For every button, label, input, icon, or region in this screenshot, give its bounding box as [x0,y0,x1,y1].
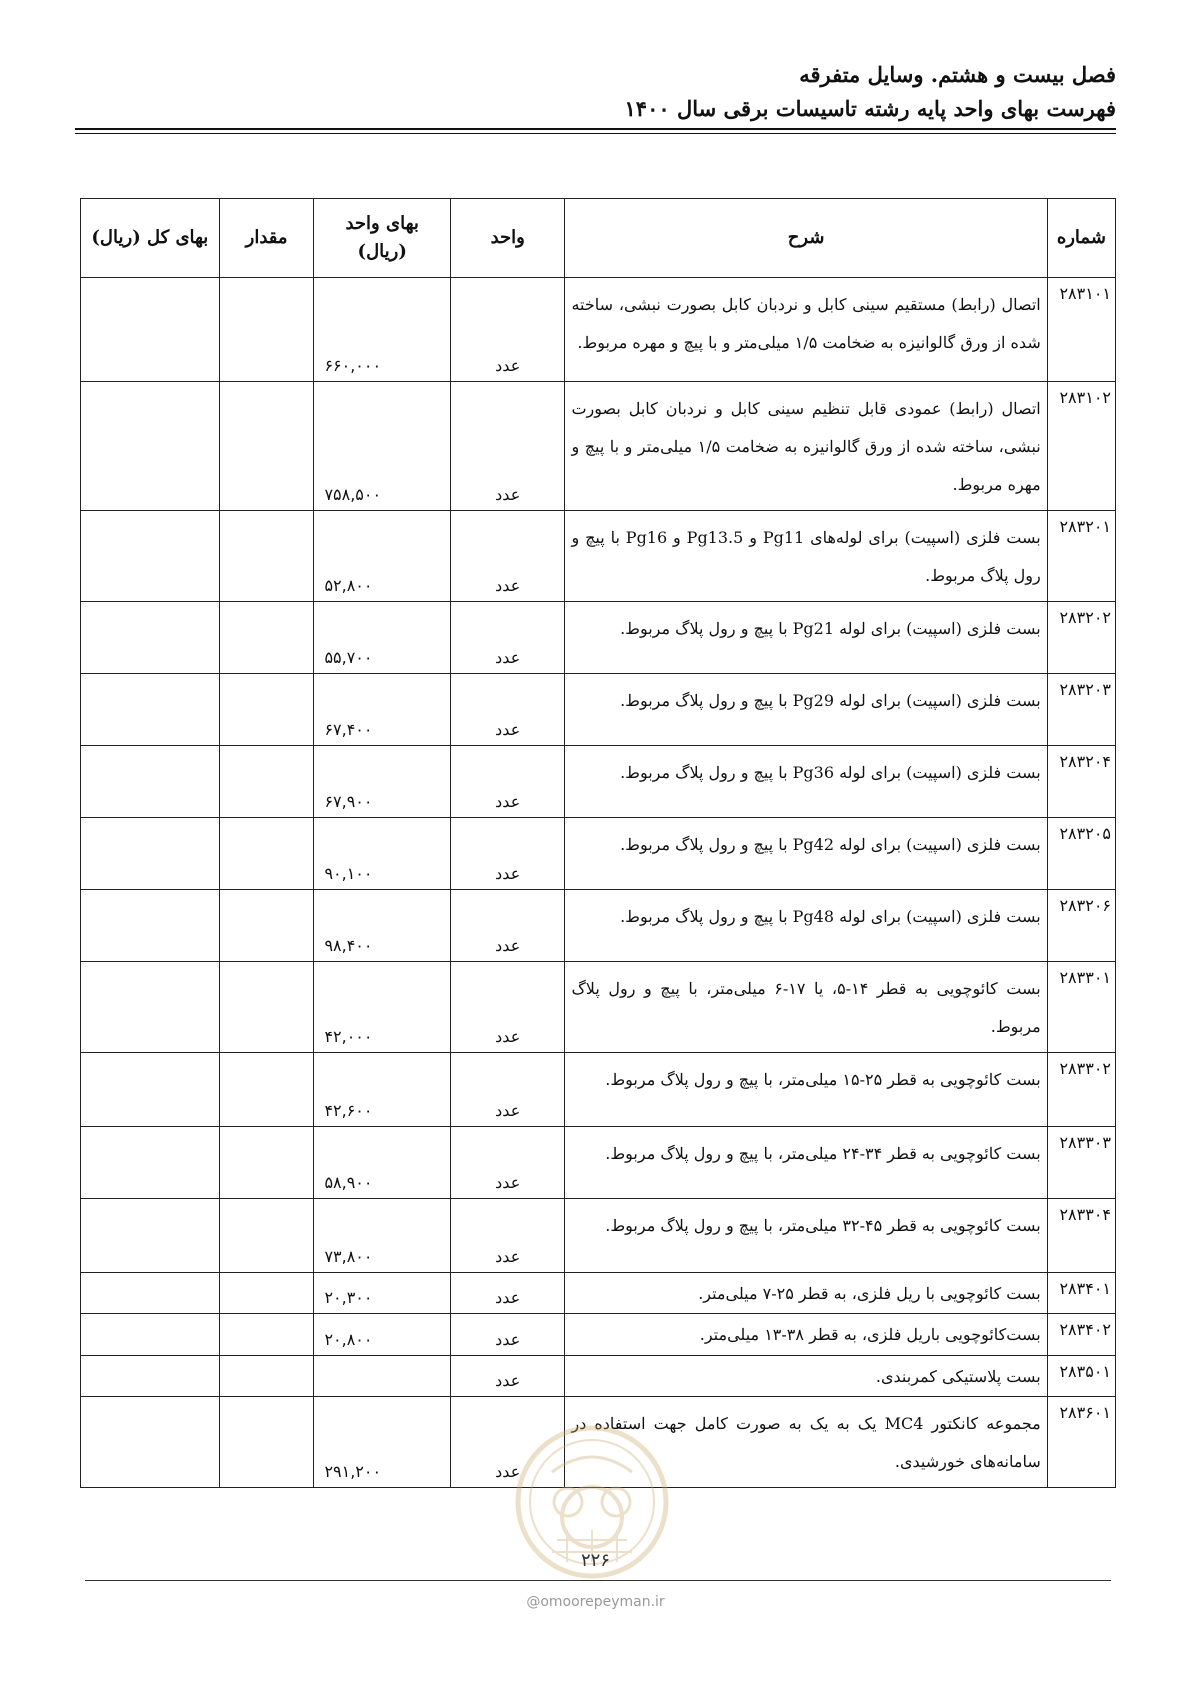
cell-description: بست فلزی (اسپیت) برای لوله Pg42 با پیچ و رول پلاگ مربوط. [565,818,1047,890]
cell-total-price [81,1397,220,1488]
page-number: ۲۲۶ [580,1550,610,1571]
cell-unit: عدد [450,1397,565,1488]
col-header-total: بهای کل (ریال) [81,199,220,278]
cell-quantity [219,1127,314,1199]
cell-description: بست کائوچویی به قطر ۴۵-۳۲ میلی‌متر، با پیچ و رول پلاگ مربوط. [565,1199,1047,1273]
cell-total-price [81,818,220,890]
table-row [81,962,1116,1053]
cell-quantity [219,1314,314,1356]
cell-unit: عدد [450,1314,565,1356]
cell-unit: عدد [450,1356,565,1397]
cell-quantity [219,602,314,674]
cell-code: ۲۸۳۲۰۵ [1047,818,1115,890]
cell-unit: عدد [450,1273,565,1314]
cell-description: اتصال (رابط) عمودی قابل تنظیم سینی کابل و نردبان کابل بصورت نبشی، ساخته شده از ورق گالوانیزه به ضخامت ۱/۵ میلی‌متر و با پیچ و مهره مربوط. [565,382,1047,511]
cell-unit: عدد [450,278,565,382]
cell-description: بست فلزی (اسپیت) برای لوله Pg21 با پیچ و رول پلاگ مربوط. [565,602,1047,674]
cell-quantity [219,674,314,746]
cell-quantity [219,1397,314,1488]
col-header-code: شماره [1047,199,1115,278]
page-header [625,58,1116,126]
cell-unit: عدد [450,890,565,962]
cell-unit: عدد [450,746,565,818]
cell-description: بست‌کائوچویی باریل فلزی، به قطر ۳۸-۱۳ میلی‌متر. [565,1314,1047,1356]
col-header-price-line1: بهای واحد [345,213,419,234]
table-row [81,1356,1116,1397]
cell-quantity [219,818,314,890]
cell-unit-price: ۵۲,۸۰۰ [314,511,451,602]
table-row [81,890,1116,962]
cell-unit-price [314,1356,451,1397]
table-row [81,382,1116,511]
table-row [81,511,1116,602]
cell-unit: عدد [450,602,565,674]
cell-total-price [81,962,220,1053]
cell-description: مجموعه کانکتور MC4 یک به یک به صورت کامل جهت استفاده در سامانه‌های خورشیدی. [565,1397,1047,1488]
table-row [81,674,1116,746]
cell-code: ۲۸۳۶۰۱ [1047,1397,1115,1488]
cell-unit-price: ۲۰,۳۰۰ [314,1273,451,1314]
cell-total-price [81,1356,220,1397]
cell-total-price [81,1053,220,1127]
cell-quantity [219,890,314,962]
cell-quantity [219,278,314,382]
cell-code: ۲۸۳۳۰۴ [1047,1199,1115,1273]
cell-total-price [81,674,220,746]
cell-unit-price: ۶۷,۴۰۰ [314,674,451,746]
col-header-desc: شرح [565,199,1047,278]
header-rule-thick [75,128,1116,130]
cell-quantity [219,962,314,1053]
cell-unit-price: ۶۷,۹۰۰ [314,746,451,818]
header-rule-thin [75,133,1116,134]
cell-total-price [81,278,220,382]
cell-description: بست پلاستیکی کمربندی. [565,1356,1047,1397]
col-header-qty: مقدار [219,199,314,278]
cell-description: بست فلزی (اسپیت) برای لوله Pg29 با پیچ و رول پلاگ مربوط. [565,674,1047,746]
book-title: فهرست بهای واحد پایه رشته تاسیسات برقی سال ۱۴۰۰ [624,96,1116,121]
footer-rule [85,1580,1111,1581]
table-row [81,1314,1116,1356]
cell-unit-price: ۹۰,۱۰۰ [314,818,451,890]
cell-code: ۲۸۳۲۰۳ [1047,674,1115,746]
cell-code: ۲۸۳۱۰۱ [1047,278,1115,382]
table-row [81,1053,1116,1127]
cell-quantity [219,382,314,511]
cell-description: بست کائوچویی با ریل فلزی، به قطر ۲۵-۷ میلی‌متر. [565,1273,1047,1314]
table-row [81,602,1116,674]
cell-total-price [81,602,220,674]
cell-description: بست فلزی (اسپیت) برای لوله Pg48 با پیچ و رول پلاگ مربوط. [565,890,1047,962]
cell-unit-price: ۶۶۰,۰۰۰ [314,278,451,382]
cell-code: ۲۸۳۳۰۲ [1047,1053,1115,1127]
cell-code: ۲۸۳۳۰۳ [1047,1127,1115,1199]
cell-code: ۲۸۳۲۰۴ [1047,746,1115,818]
cell-description: بست کائوچویی به قطر ۱۴-۵، یا ۱۷-۶ میلی‌متر، با پیچ و رول پلاگ مربوط. [565,962,1047,1053]
cell-code: ۲۸۳۴۰۱ [1047,1273,1115,1314]
cell-unit-price: ۵۵,۷۰۰ [314,602,451,674]
cell-total-price [81,1314,220,1356]
cell-unit: عدد [450,818,565,890]
cell-quantity [219,1273,314,1314]
cell-total-price [81,1127,220,1199]
price-table [80,198,1116,1488]
cell-unit: عدد [450,962,565,1053]
cell-unit-price: ۴۲,۰۰۰ [314,962,451,1053]
cell-unit-price: ۲۰,۸۰۰ [314,1314,451,1356]
cell-quantity [219,746,314,818]
cell-total-price [81,1199,220,1273]
col-header-price-line2: (ریال) [357,241,407,262]
cell-description: بست فلزی (اسپیت) برای لوله‌های Pg11 و Pg13.5 و Pg16 با پیچ و رول پلاگ مربوط. [565,511,1047,602]
cell-description: اتصال (رابط) مستقیم سینی کابل و نردبان کابل بصورت نبشی، ساخته شده از ورق گالوانیزه به ضخامت ۱/۵ میلی‌متر و با پیچ و مهره مربوط. [565,278,1047,382]
cell-code: ۲۸۳۱۰۲ [1047,382,1115,511]
website-watermark: @omoorepeyman.ir [526,1594,665,1610]
cell-code: ۲۸۳۴۰۲ [1047,1314,1115,1356]
table-row [81,1273,1116,1314]
cell-unit-price: ۴۲,۶۰۰ [314,1053,451,1127]
cell-total-price [81,746,220,818]
cell-quantity [219,511,314,602]
cell-quantity [219,1199,314,1273]
table-row [81,278,1116,382]
table-header-row [81,199,1116,278]
cell-total-price [81,1273,220,1314]
cell-total-price [81,511,220,602]
cell-unit-price: ۲۹۱,۲۰۰ [314,1397,451,1488]
cell-unit-price: ۵۸,۹۰۰ [314,1127,451,1199]
col-header-price [314,199,451,278]
cell-quantity [219,1356,314,1397]
cell-unit-price: ۹۸,۴۰۰ [314,890,451,962]
cell-description: بست فلزی (اسپیت) برای لوله Pg36 با پیچ و رول پلاگ مربوط. [565,746,1047,818]
cell-total-price [81,382,220,511]
table-row [81,1199,1116,1273]
cell-quantity [219,1053,314,1127]
table-row [81,746,1116,818]
table-row [81,1127,1116,1199]
cell-unit: عدد [450,1127,565,1199]
cell-unit: عدد [450,511,565,602]
table-row [81,818,1116,890]
cell-unit-price: ۷۵۸,۵۰۰ [314,382,451,511]
cell-code: ۲۸۳۵۰۱ [1047,1356,1115,1397]
cell-unit: عدد [450,1053,565,1127]
cell-code: ۲۸۳۲۰۶ [1047,890,1115,962]
cell-code: ۲۸۳۳۰۱ [1047,962,1115,1053]
cell-unit: عدد [450,382,565,511]
cell-unit: عدد [450,674,565,746]
cell-unit: عدد [450,1199,565,1273]
cell-code: ۲۸۳۲۰۱ [1047,511,1115,602]
cell-description: بست کائوچویی به قطر ۳۴-۲۴ میلی‌متر، با پیچ و رول پلاگ مربوط. [565,1127,1047,1199]
cell-code: ۲۸۳۲۰۲ [1047,602,1115,674]
chapter-title: فصل بیست و هشتم. وسایل متفرقه [799,62,1116,87]
cell-total-price [81,890,220,962]
cell-unit-price: ۷۳,۸۰۰ [314,1199,451,1273]
col-header-unit: واحد [450,199,565,278]
cell-description: بست کائوچویی به قطر ۲۵-۱۵ میلی‌متر، با پیچ و رول پلاگ مربوط. [565,1053,1047,1127]
